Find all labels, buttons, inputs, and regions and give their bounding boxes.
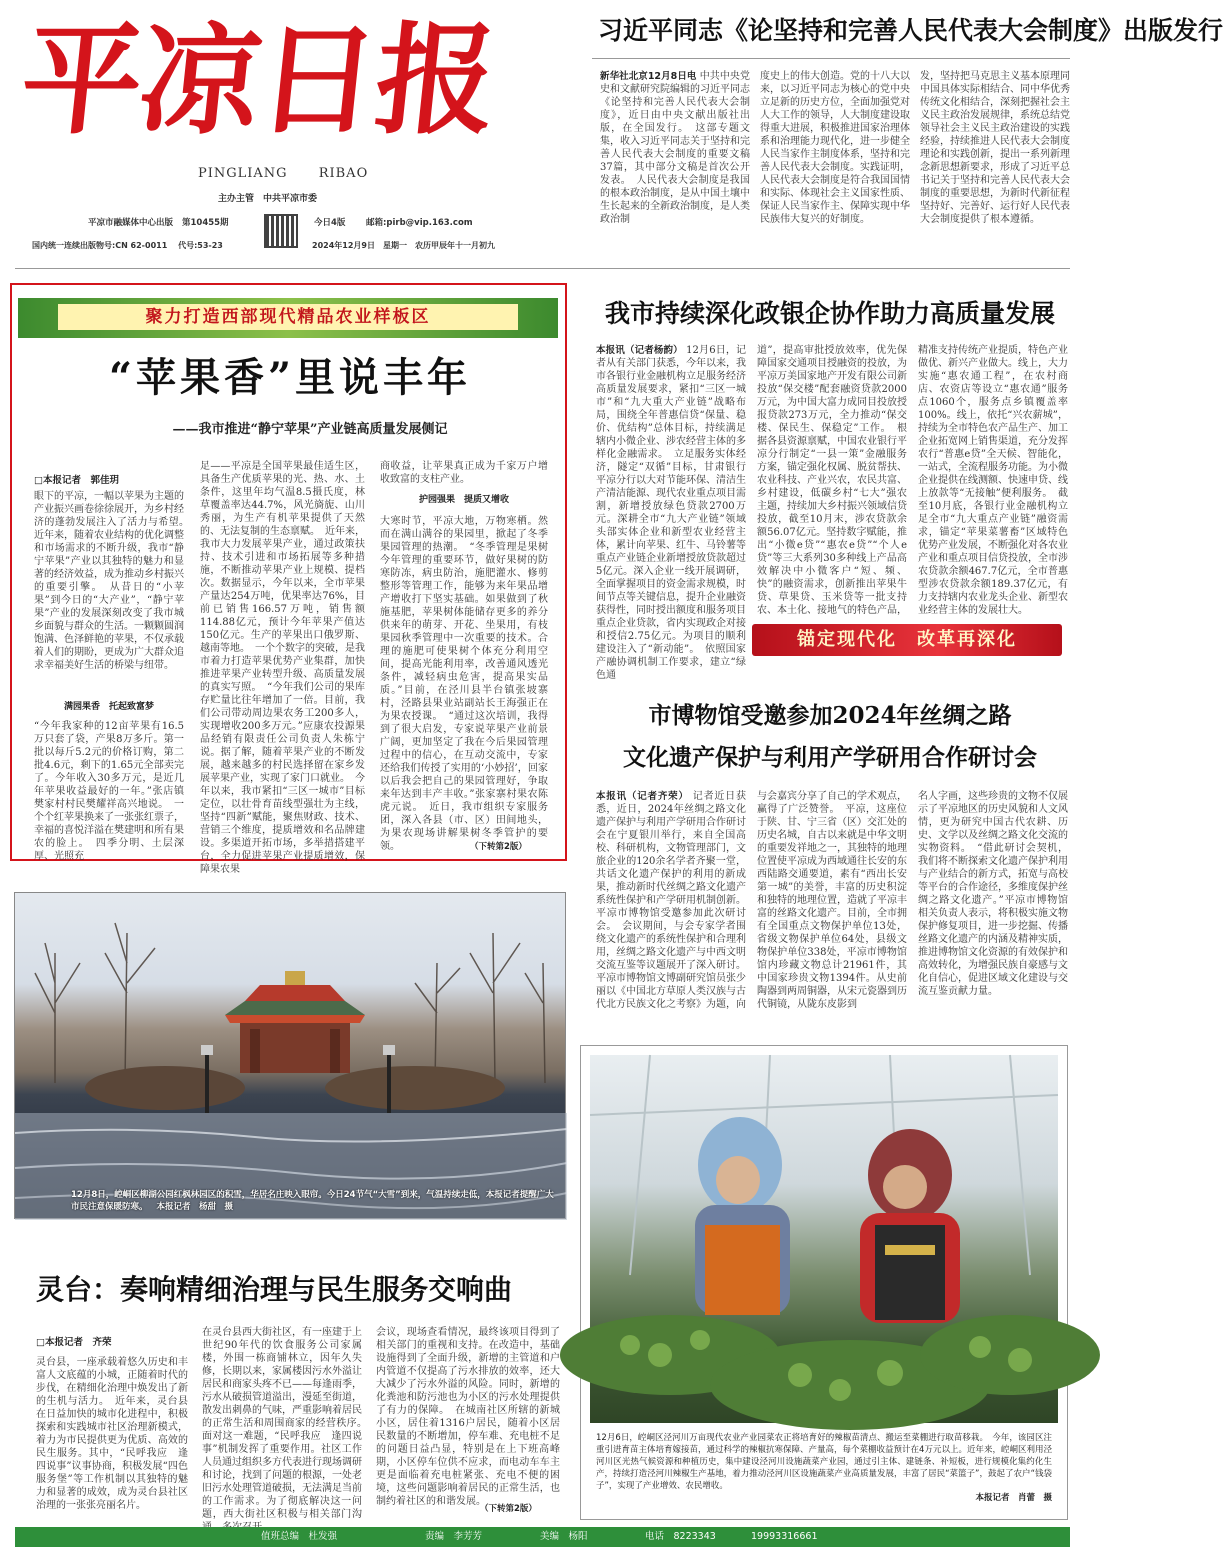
publisher: 平凉市融媒体中心出版 bbox=[88, 218, 174, 228]
museum-text-3: 名人字画，这些珍贵的文物不仅展示了平凉地区的历史风貌和人文风情，更为研究中国古代农耕、历史、文学以及丝绸之路文化交流的实物资料。 “借此研讨会契机，我们将不断探索文化遗产保护利用与产业结合的新方式，拓宽与高校等平台的合作途径，多维度保护丝绸之路文化遗产。”平凉市博物馆相关负责人表示，将积极实施文物保护修复项目，进一步挖掘、传播丝路文化遗产的内涵及精神实质，推进博物馆文化资源的有效保护和高效转化，为增强民族自豪感与文化自信心，促进区域文化建设与交流互鉴贡献力量。 bbox=[918, 791, 1068, 997]
museum-headline-line2: 文化遗产保护与利用产学研用合作研讨会 bbox=[623, 744, 1037, 771]
greenhouse-caption bbox=[596, 1432, 1052, 1516]
cn-number: 国内统一连续出版物号:CN 62-0011 bbox=[32, 241, 168, 250]
lead-col-3 bbox=[920, 70, 1070, 262]
bank-byline-label: 本报讯 bbox=[596, 345, 625, 356]
masthead-pinyin-left: PINGLIANG bbox=[198, 166, 288, 181]
footer-duty-editor: 值班总编 杜发强 bbox=[261, 1531, 338, 1542]
museum-headline-line1: 市博物馆受邀参加2024年丝绸之路 bbox=[648, 702, 1012, 729]
lead-col-1 bbox=[600, 70, 750, 262]
greenhouse-caption-text: 12月6日，崆峒区泾河川万亩现代农业产业园菜农正将培育好的辣椒苗清点、搬运至菜棚进行取苗移栽。 今年，该园区注重引进育苗主体培育嫁接苗，通过科学的辣椒抗寒保障、产量高，每个菜棚收益预计在4万元以上。近年来，崆峒区利用泾河川区光热气候资源和种植历史，集中建设泾河川设施蔬菜产业园，通过引主体、建链条、补短板，进行规模化集约化生产，持续打造泾河川辣椒生产基地，着力推动泾河川区设施蔬菜产业高质量发展，丰富了居民“菜篮子”，鼓起了农户“钱袋子”，实现了产业增效、农民增收。 bbox=[596, 1433, 1052, 1491]
reform-banner-text: 锚定现代化 改革再深化 bbox=[797, 629, 1017, 650]
lead-headline: 习近平同志《论坚持和完善人民代表大会制度》出版发行 bbox=[598, 16, 1223, 45]
park-caption-text: 12月8日，崆峒区柳湖公园红枫林园区的积雪，华居名庄映入眼帘。今日24节气“大雪”到来，气温持续走低，本报记者提醒广大市民注意保暖防寒。 bbox=[71, 1190, 554, 1212]
apple-text-1a: 眼下的平凉，一幅以苹果为主题的产业振兴画卷徐徐展开，为乡村经济的蓬勃发展注入了活力与希望。 近年来，随着农业结构的优化调整和市场需求的不断升级，我市“静宁苹果”产业以其独特的魅力和显著的经济效益，成为推动乡村振兴的重要引擎。 从昔日的“小苹果”到今日的“大产业”，“静宁苹果”产业的发展深刻改变了我市城乡面貌与群众的生活。一颗颗圆润饱满、色泽鲜艳的苹果，不仅承载着人们的期盼，更成为广大群众追求幸福美好生活的桥梁与纽带。 bbox=[34, 491, 194, 671]
greenhouse-photo-credit: 本报记者 肖蕾 摄 bbox=[975, 1493, 1052, 1503]
lingtai-text-3: 会议，现场查看情况，最终该项目得到了相关部门的重视和支持。在改造中，基础设施得到了全面升级，新增的主管道和户内管道不仅提高了污水排放的效率，还大大减少了污水外溢的风险。同时，新增的化粪池和防污池也为小区的污水处理提供了有力的保障。 在城南社区所辖的新城小区，居住着1316户居民，随着小区居民数量的不断增加，停车难、充电桩不足的问题日益凸显，特别是在上下班高峰期，小区停车位供不应求，而电动车车主更是面临着充电桩紧张、充电不便的困境，这些问题影响着居民的正常生活，也制约着社区的和谐发展。 bbox=[376, 1327, 560, 1507]
lingtai-continued: （下转第2版） bbox=[480, 1504, 537, 1514]
apple-col-1 bbox=[34, 490, 194, 862]
lingtai-col-2 bbox=[202, 1326, 362, 1520]
museum-byline: （记者齐荣） bbox=[626, 791, 689, 802]
email: 邮箱:pirb@vip.163.com bbox=[366, 218, 473, 228]
lingtai-headline: 灵台：奏响精细治理与民生服务交响曲 bbox=[36, 1273, 513, 1306]
issue-no: 第10455期 bbox=[181, 218, 229, 228]
apple-text-3a: 商收益，让苹果真正成为千家万户增收致富的支柱产业。 bbox=[380, 461, 548, 485]
apple-text-3b: 大寒时节，平凉大地，万物寒栖。然而在满山满谷的果园里，掀起了冬季果园管理的热潮。 “冬季管理是果树今年管理的重要环节，做好果树的防寒防冻，病虫防治，施肥灌水、修剪整形等管理工作，能够为来年果品增产增收打下坚实基础。如果做到了秋施基肥，苹果树体能储存更多的养分供来年的萌芽、开花、坐果用，有枝果园秋季管理中一次重要的技术。合理的施肥可使果树个体充分利用空间，提高光能利用率，改善通风透光条件，减轻病虫危害，提高果实品质。”目前，在泾川县半台镇张坡寨村，泾路县果业站副站长王海强正在为果农授课。 “通过这次培训，我得到了很大启发，专家说苹果产业前景广阔，更加坚定了我在今后果园管理过程中的信心，在互动交流中，专家还给我们传授了实用的‘小妙招’，回家以后我会把自己的果园管理好，争取来年达到丰产丰收。”张家寨村果农陈虎元说。 近日，我市组织专家服务团，深入各县（市、区）田间地头，为果农现场讲解果树冬季管护的要领。 bbox=[380, 516, 548, 852]
pavilion-illustration bbox=[15, 893, 567, 1220]
footer-mobile: 19993316661 bbox=[751, 1531, 818, 1542]
apple-banner-text: 聚力打造西部现代精品农业样板区 bbox=[58, 304, 518, 330]
apple-col-2 bbox=[200, 460, 365, 875]
apple-byline: □本报记者 郭佳玥 bbox=[34, 475, 119, 486]
apple-text-1b: “今年我家种的12亩苹果有16.5万只套了袋，产果8万多斤。第一批以每斤5.2元的价格订购，第二批4.6元，剩下的1.65元全部卖完了。今年收入30多万元，是近几年苹果收益最好的一年。”张店镇樊家村村民樊耀祥高兴地说。 一个个红苹果换来了一张张红票子，幸福的喜悦洋溢在樊建明和所有果农的脸上。 四季分明、土层深厚、光照充 bbox=[34, 721, 184, 862]
footer-phone: 电话 8223343 bbox=[645, 1531, 716, 1542]
apple-text-2: 足——平凉是全国苹果最佳适生区，具备生产优质苹果的光、热、水、土条件，这里年均气温8.5摄氏度，林草覆盖率达44.7%，风光旖旎、山川秀丽，为生产有机苹果提供了天然的、无法复制的生态禀赋。 近年来，我市大力发展苹果产业，通过政策扶持、技术引进和市场拓展等多种措施，不断推动苹果产业上规模、提档次。数据显示，今年以来，全市苹果产量达254万吨，优果率达76%，目前已销售166.57万吨，销售额114.88亿元，预计今年苹果产值达150亿元。生产的苹果出口俄罗斯、越南等地。 一个个数字的突破，是我市着力打造苹果优势产业集群，加快推进苹果产业转型升级、高质量发展的真实写照。 “今年我们公司的果库存贮量比往年增加了一倍。目前，我们公司带动周边果农务工200多人，实现增收200多万元。”应康农投源果品经销有限责任公司负责人朱栋宁说。据了解，随着苹果产业的不断发展，越来越多的村民选择留在家乡发展苹果产业，实现了家门口就业。 今年以来，我市紧扣“三区一城市”目标定位，以壮骨育苗线型强壮为主线，坚持“四新”赋能，聚焦财政、技术、营销三个维度，提质增效和名品牌建设。多渠道开拓市场，多举措搭建平台，全力促进苹果产业提质增效，保障果农果 bbox=[200, 461, 365, 875]
lead-text-1: 中共中央党史和文献研究院编辑的习近平同志《论坚持和完善人民代表大会制度》，近日由中央文献出版社出版，在全国发行。 这部专题文集，收入习近平同志关于坚持和完善人民代表大会制度的重要文稿37篇，其中部分文稿是首次公开发表。 人民代表大会制度是我国的根本政治制度，是从中国土壤中生长起来的全新政治制度，是人类政治制 bbox=[600, 71, 750, 225]
footer-items bbox=[15, 1527, 1070, 1547]
lingtai-col-1 bbox=[36, 1356, 188, 1511]
museum-col-1 bbox=[596, 790, 746, 1028]
lingtai-text-2: 在灵台县西大街社区，有一座建于上世纪90年代的饮食服务公司家属楼，外围一栋商铺林立，因年久失修，长期以来，家属楼因污水外溢让居民和商家头疼不已——每逢雨季，污水从破损管道溢出，漫延至街道，散发出刺鼻的气味，严重影响着居民的正常生活和周围商家的经营秩序。 面对这一难题，“民呼我应 逢四说事”机制发挥了重要作用。社区工作人员通过组织多方代表进行现场调研和讨论，找到了问题的根源，一处老旧污水处理管道破损，无法满足当前的工作需求。为了彻底解决这一问题，西大街社区积极与相关部门沟 bbox=[202, 1327, 362, 1520]
apple-banner bbox=[18, 298, 558, 338]
apple-subtitle-1: 满园果香 托起致富梦 bbox=[63, 702, 154, 712]
park-photo bbox=[14, 892, 566, 1219]
lingtai-col-3 bbox=[376, 1326, 560, 1507]
bank-byline: （记者杨韵） bbox=[624, 345, 683, 356]
lead-dateline: 新华社北京12月8日电 bbox=[600, 71, 697, 82]
masthead-info-row1 bbox=[88, 216, 568, 232]
masthead-info-row2 bbox=[32, 240, 572, 254]
apple-col-3 bbox=[380, 460, 548, 850]
park-photo-credit: 本报记者 杨甜 摄 bbox=[156, 1202, 233, 1212]
lead-text-2: 度史上的伟大创造。党的十八大以来，以习近平同志为核心的党中央立足新的历史方位，全面加强党对人大工作的领导，人大制度建设取得重大进展，积极推进国家治理体系和治理能力现代化，进一步健全人民当家作主制度体系，坚持和完善人民代表大会制度。实践证明，人民代表大会制度是符合我国国情和实际、体现社会主义国家性质、保证人民当家作主、保障实现中华民族伟大复兴的好制度。 bbox=[760, 71, 910, 225]
reform-banner bbox=[752, 624, 1062, 656]
bank-headline: 我市持续深化政银企协作助力高质量发展 bbox=[604, 299, 1055, 328]
apple-subtitle-2: 护园强果 提质又增收 bbox=[418, 495, 509, 505]
museum-col-2 bbox=[757, 790, 907, 1028]
apple-subhead: ——我市推进“静宁苹果”产业链高质量发展侧记 bbox=[172, 422, 448, 437]
postal-code: 代号:53-23 bbox=[178, 241, 223, 250]
museum-text-1: 记者近日获悉，近日，2024年丝绸之路文化遗产保护与利用产学研用合作研讨会在宁夏银川举行，来自全国高校、科研机构，文物管理部门，文旅企业的120余名学者齐聚一堂，共话文化遗产保护的利用的新成果，推动新时代丝绸之路文化遗产系统性保护和产学研用机制创新。平凉市博物馆受邀参加此次研讨会。 会议期间，与会专家学者围绕文化遗产的系统性保护和合理利用，丝绸之路文化遗产与中西文明交流互鉴等议题展开了深入研讨。平凉市博物馆文博副研究馆员张少丽以《中国北方草原人类汉族与古代北方民族文化之考察》为题，向 bbox=[596, 791, 746, 1010]
footer-designer: 美编 杨阳 bbox=[540, 1531, 588, 1542]
bank-text-1: 12月6日，记者从有关部门获悉，今年以来，我市各银行业金融机构立足服务经济高质量发展要求，紧扣“三区一城市”和“九大重大产业链”战略布局，围绕全年普惠信贷“保量、稳价、优结构”总体目标，持续满足辖内小微企业、涉农经营主体的多样化金融需求。 立足服务实体经济，隧定“双循”目标，甘肃银行平凉分行以大对节能环保、清洁生产清洁能源、现代农业重点项目需割，新增授放绿色贷款2700万元。深耕全市“九大产业链”领域头部实体企业和新型农业经营主体，累计向苹果、红牛、马铃薯等重点产业链企业新增授放贷款超过5亿元。深入企业一线开展调研，全面掌握项目的资金需求规模，时间节点等关键信息，提升企业融资获得性，同时授出额度和服务项目重点企业贷款，省内实现政企对接和授信2.75亿元。为项目的顺利建设注入了“新动能”。 依照国家产融协调机制工作要求，建立“绿色通 bbox=[596, 345, 746, 681]
museum-col-3 bbox=[918, 790, 1068, 1028]
masthead-title: 平凉日报 bbox=[14, 10, 502, 151]
greenhouse-photo bbox=[590, 1055, 1058, 1423]
lingtai-text-1: 灵台县，一座承载着悠久历史和丰富人文底蕴的小城，正随着时代的步伐，在精细化治理中焕发出了新的生机与活力。 近年来，灵台县在日益加快的城市化进程中，积极探索和实践城市社区治理新模式，着力为市民提供更为优质、高效的民生服务。其中，“民呼我应 逢四说事”议事协商，积极发展“四色服务堡”等工作机制以其独特的魅力和显著的成效，成为灵台县社区治理的一张张亮丽名片。 bbox=[36, 1357, 188, 1511]
apple-headline: “苹果香”里说丰年 bbox=[108, 354, 471, 401]
bank-col-1 bbox=[596, 344, 746, 681]
pages-count: 今日4版 bbox=[314, 218, 346, 228]
masthead-sponsor: 主办主管 中共平凉市委 bbox=[218, 194, 318, 204]
bank-text-3: 精准支持传统产业提质，特色产业做优、新兴产业做大。线上，大力实施“惠农通工程”，在农村商店、农资店等设立“惠农通”服务点1060个，服务点乡镇覆盖率100%。线上，依托“兴农薪城”，持续为全市特色农产品生产、加工企业拓宽网上销售渠道，充分发挥农行“普惠e贷”全天候、智能化，一站式，全流程服务功能。为小微企业提供在线测额、快速申贷、线上放款等“无接触”便利服务。 截至10月底，各银行业金融机构立足全市“九大重点产业链”融资需求，锚定“苹果菜薯畜”区域特色优势产业发展，不断强化对各农业产业和重点项目信贷投放，全市涉农贷款余额467.7亿元，全市普惠型涉农贷款余额189.37亿元，有力支持辖内农业龙头企业、新型农业经营主体的发展壮大。 bbox=[918, 345, 1068, 616]
bank-col-2 bbox=[757, 344, 907, 619]
museum-byline-label: 本报讯 bbox=[596, 791, 627, 802]
lingtai-byline: □本报记者 齐荣 bbox=[36, 1337, 112, 1348]
masthead-pinyin-right: RIBAO bbox=[318, 166, 369, 181]
bank-text-2: 道”，提高审批授放效率，优先保障国家交通项目授融资的投放，为平凉万美国家地产开发有限公司新投放“保交楼”配套融资贷款2000万元，为中国大富力成同目投放授报贷款273万元，全力推动“保交楼、保民生、保稳定”工作。 根据各县资源禀赋，中国农业银行平凉分行制定“一县一策”金融服务方案，锚定强化权属、脱贫帮扶、农业科技、产业兴农，农民共富、乡村建设，低碳乡村“七大”强农主题，持续加大乡村振兴领域信贷投放，截至10月末，涉农贷款余额56.07亿元。坚持数字赋能，推出“小微e贷”“惠农e贷”“个人e贷”等三大系列30多种线上产品高效解决中小微客户“短、频、快”的融资需求，创新推出苹果牛贷、草果贷、玉米贷等一批支持农、本土化、接地气的特色产品， bbox=[757, 345, 907, 616]
park-photo-caption bbox=[71, 1189, 557, 1213]
lead-col-2 bbox=[760, 70, 910, 262]
lead-text-3: 发，坚持把马克思主义基本原理同中国具体实际相结合、同中华优秀传统文化相结合，深刻把握社会主义民主政治发展规律，系统总结党领导社会主义民主政治建设的实践经验，持续推进人民代表大会制度理论和实践创新，提出一系列新理念新思想新要求，形成了习近平总书记关于坚持和完善人民代表大会制度的重要思想，为新时代新征程坚持好、完善好、运行好人民代表大会制度提供了根本遵循。 bbox=[920, 71, 1070, 225]
museum-text-2: 与会嘉宾分享了自己的学术观点，赢得了广泛赞誉。 平凉，这座位于陕、甘、宁三省（区）交汇处的历史名城，自古以来就是中华文明的重要发祥地之一，其独特的地理位置使平凉成为西域通往长安的东西陆路交通要道，素有“西出长安第一城”的美誉，丰富的历史积淀和独特的地理位置，造就了平凉丰富的丝路文化遗产。目前，全市拥有全国重点文物保护单位13处，省级文物保护单位64处，县级文物保护单位338处，平凉市博物馆馆内珍藏文物总计21961件，其中国家珍贵文物1394件。从史前陶器到两周铜器，从宋元瓷器到历代铜镜，从陇东皮影到 bbox=[757, 791, 907, 1010]
issue-date: 2024年12月9日 星期一 农历甲辰年十一月初九 bbox=[312, 241, 495, 250]
apple-continued: （下转第2版） bbox=[470, 842, 527, 852]
footer-editor: 责编 李芳芳 bbox=[425, 1531, 483, 1542]
bank-col-3 bbox=[918, 344, 1068, 619]
greenhouse-illustration bbox=[590, 1055, 1058, 1423]
